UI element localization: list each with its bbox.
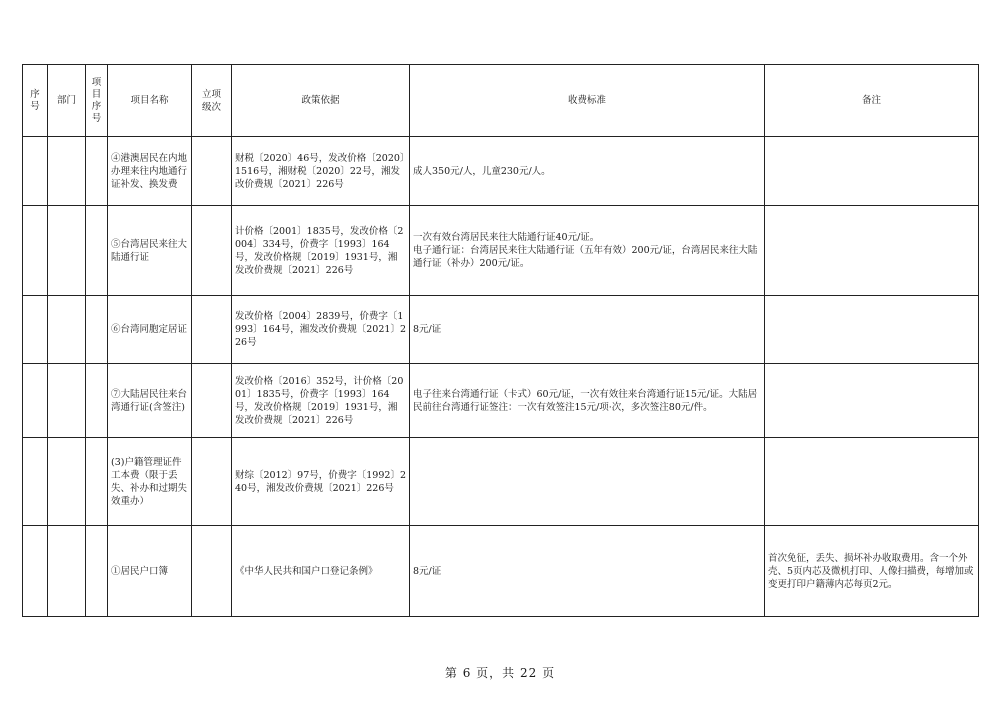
cell-dept: [48, 296, 86, 364]
table-row: [23, 526, 979, 617]
cell-standard: 成人350元/人，儿童230元/人。: [410, 137, 765, 206]
cell-basis: 发改价格〔2016〕352号，计价格〔2001〕1835号，价费字〔1993〕164号，发改价格规〔2019〕1931号，湘发改价费规〔2021〕226号: [232, 364, 410, 438]
header-remark: 备注: [765, 65, 979, 137]
cell-remark: [765, 296, 979, 364]
cell-dept: [48, 438, 86, 526]
cell-level: [192, 206, 232, 296]
cell-level: [192, 296, 232, 364]
cell-remark: 首次免征，丢失、损坏补办收取费用。含一个外壳、5页内芯及微机打印、人像扫描费，每增加或变更打印户籍薄内芯每页2元。: [765, 526, 979, 617]
cell-level: [192, 137, 232, 206]
header-standard: 收费标准: [410, 65, 765, 137]
header-basis: 政策依据: [232, 65, 410, 137]
cell-item-seq: [86, 296, 108, 364]
cell-remark: [765, 438, 979, 526]
cell-seq: [23, 296, 48, 364]
cell-item-name: (3)户籍管理证件工本费（限于丢失、补办和过期失效重办）: [108, 438, 192, 526]
header-item-name: 项目名称: [108, 65, 192, 137]
cell-basis: 财综〔2012〕97号，价费字〔1992〕240号，湘发改价费规〔2021〕226号: [232, 438, 410, 526]
cell-item-seq: [86, 206, 108, 296]
cell-remark: [765, 206, 979, 296]
cell-seq: [23, 438, 48, 526]
cell-item-seq: [86, 364, 108, 438]
table-row: [23, 206, 979, 296]
cell-item-name: ①居民户口簿: [108, 526, 192, 617]
header-item-seq: 项目序号: [86, 65, 108, 137]
cell-level: [192, 364, 232, 438]
cell-standard: 一次有效台湾居民来往大陆通行证40元/证。 电子通行证：台湾居民来往大陆通行证（五年有效）200元/证，台湾居民来往大陆通行证（补办）200元/证。: [410, 206, 765, 296]
cell-seq: [23, 364, 48, 438]
cell-item-seq: [86, 137, 108, 206]
cell-level: [192, 438, 232, 526]
header-level: 立项级次: [192, 65, 232, 137]
cell-basis: 《中华人民共和国户口登记条例》: [232, 526, 410, 617]
cell-dept: [48, 526, 86, 617]
fee-table: [22, 64, 979, 617]
page-number: 第 6 页，共 22 页: [444, 666, 556, 680]
cell-standard: 8元/证: [410, 526, 765, 617]
cell-item-seq: [86, 526, 108, 617]
cell-basis: 财税〔2020〕46号，发改价格〔2020〕1516号，湘财税〔2020〕22号，湘发改价费规〔2021〕226号: [232, 137, 410, 206]
table-row: [23, 364, 979, 438]
cell-basis: 发改价格〔2004〕2839号，价费字〔1993〕164号，湘发改价费规〔2021〕226号: [232, 296, 410, 364]
cell-remark: [765, 364, 979, 438]
cell-remark: [765, 137, 979, 206]
cell-item-name: ⑦大陆居民往来台湾通行证(含签注): [108, 364, 192, 438]
cell-dept: [48, 364, 86, 438]
cell-item-seq: [86, 438, 108, 526]
cell-item-name: ⑤台湾居民来往大陆通行证: [108, 206, 192, 296]
header-seq: 序号: [23, 65, 48, 137]
cell-item-name: ⑥台湾同胞定居证: [108, 296, 192, 364]
cell-seq: [23, 206, 48, 296]
table-row: [23, 137, 979, 206]
cell-standard: 8元/证: [410, 296, 765, 364]
cell-basis: 计价格〔2001〕1835号，发改价格〔2004〕334号，价费字〔1993〕164号，发改价格规〔2019〕1931号，湘发改价费规〔2021〕226号: [232, 206, 410, 296]
table-row: [23, 438, 979, 526]
cell-level: [192, 526, 232, 617]
table-header-row: [23, 65, 979, 137]
cell-item-name: ④港澳居民在内地办理来往内地通行证补发、换发费: [108, 137, 192, 206]
table-row: [23, 296, 979, 364]
cell-seq: [23, 526, 48, 617]
cell-dept: [48, 137, 86, 206]
cell-dept: [48, 206, 86, 296]
cell-standard: 电子往来台湾通行证（卡式）60元/证，一次有效往来台湾通行证15元/证。大陆居民前往台湾通行证签注：一次有效签注15元/项·次，多次签注80元/件。: [410, 364, 765, 438]
cell-standard: [410, 438, 765, 526]
cell-seq: [23, 137, 48, 206]
header-dept: 部门: [48, 65, 86, 137]
